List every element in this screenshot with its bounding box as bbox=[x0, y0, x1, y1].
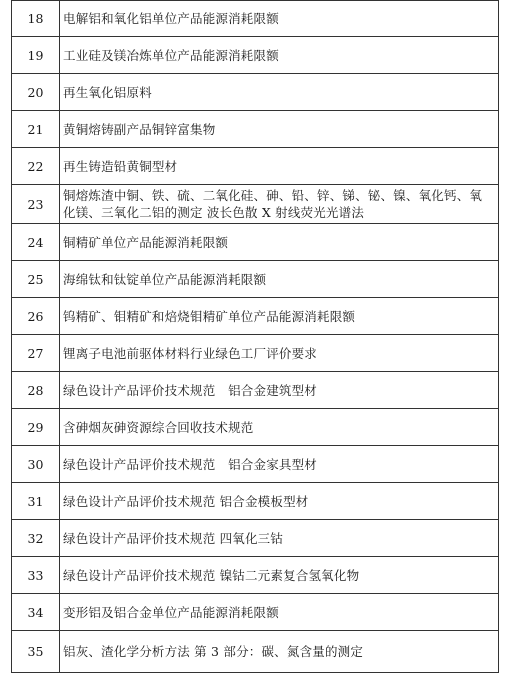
table-row bbox=[12, 335, 499, 372]
standard-name: 铜精矿单位产品能源消耗限额 bbox=[60, 224, 499, 261]
table-row bbox=[12, 409, 499, 446]
row-number: 23 bbox=[12, 185, 60, 224]
row-number: 32 bbox=[12, 520, 60, 557]
table-row bbox=[12, 148, 499, 185]
standard-name: 黄铜熔铸副产品铜锌富集物 bbox=[60, 111, 499, 148]
standard-name: 工业硅及镁冶炼单位产品能源消耗限额 bbox=[60, 37, 499, 74]
table-row bbox=[12, 298, 499, 335]
standard-name: 再生氧化铝原料 bbox=[60, 74, 499, 111]
row-number: 29 bbox=[12, 409, 60, 446]
standard-name: 绿色设计产品评价技术规范 铝合金家具型材 bbox=[60, 446, 499, 483]
row-number: 20 bbox=[12, 74, 60, 111]
table-row bbox=[12, 446, 499, 483]
table-row bbox=[12, 631, 499, 673]
row-number: 24 bbox=[12, 224, 60, 261]
row-number: 26 bbox=[12, 298, 60, 335]
table-row bbox=[12, 111, 499, 148]
table-row bbox=[12, 594, 499, 631]
standard-name: 绿色设计产品评价技术规范 镍钴二元素复合氢氧化物 bbox=[60, 557, 499, 594]
row-number: 30 bbox=[12, 446, 60, 483]
standard-name: 绿色设计产品评价技术规范 四氧化三钴 bbox=[60, 520, 499, 557]
table-row bbox=[12, 74, 499, 111]
standard-name: 海绵钛和钛锭单位产品能源消耗限额 bbox=[60, 261, 499, 298]
table-row bbox=[12, 372, 499, 409]
standard-name: 锂离子电池前驱体材料行业绿色工厂评价要求 bbox=[60, 335, 499, 372]
table-row bbox=[12, 483, 499, 520]
row-number: 21 bbox=[12, 111, 60, 148]
standards-table-container bbox=[11, 0, 498, 673]
table-row bbox=[12, 185, 499, 224]
standard-name: 铜熔炼渣中铜、铁、硫、二氧化硅、砷、铅、锌、锑、铋、镍、氧化钙、氧化镁、三氧化二铝的测定 波长色散 X 射线荧光光谱法 bbox=[60, 185, 499, 224]
table-row bbox=[12, 1, 499, 37]
table-row bbox=[12, 520, 499, 557]
standard-name: 再生铸造铅黄铜型材 bbox=[60, 148, 499, 185]
table-row bbox=[12, 224, 499, 261]
standard-name: 绿色设计产品评价技术规范 铝合金建筑型材 bbox=[60, 372, 499, 409]
standard-name: 铝灰、渣化学分析方法 第 3 部分：碳、氮含量的测定 bbox=[60, 631, 499, 673]
table-row bbox=[12, 557, 499, 594]
row-number: 18 bbox=[12, 1, 60, 37]
standard-name: 钨精矿、钼精矿和焙烧钼精矿单位产品能源消耗限额 bbox=[60, 298, 499, 335]
row-number: 33 bbox=[12, 557, 60, 594]
row-number: 25 bbox=[12, 261, 60, 298]
row-number: 22 bbox=[12, 148, 60, 185]
row-number: 34 bbox=[12, 594, 60, 631]
table-row bbox=[12, 261, 499, 298]
standards-table bbox=[11, 0, 499, 673]
row-number: 31 bbox=[12, 483, 60, 520]
standard-name: 绿色设计产品评价技术规范 铝合金模板型材 bbox=[60, 483, 499, 520]
standard-name: 电解铝和氧化铝单位产品能源消耗限额 bbox=[60, 1, 499, 37]
table-row bbox=[12, 37, 499, 74]
standard-name: 含砷烟灰砷资源综合回收技术规范 bbox=[60, 409, 499, 446]
row-number: 28 bbox=[12, 372, 60, 409]
row-number: 27 bbox=[12, 335, 60, 372]
standard-name: 变形铝及铝合金单位产品能源消耗限额 bbox=[60, 594, 499, 631]
row-number: 35 bbox=[12, 631, 60, 673]
row-number: 19 bbox=[12, 37, 60, 74]
